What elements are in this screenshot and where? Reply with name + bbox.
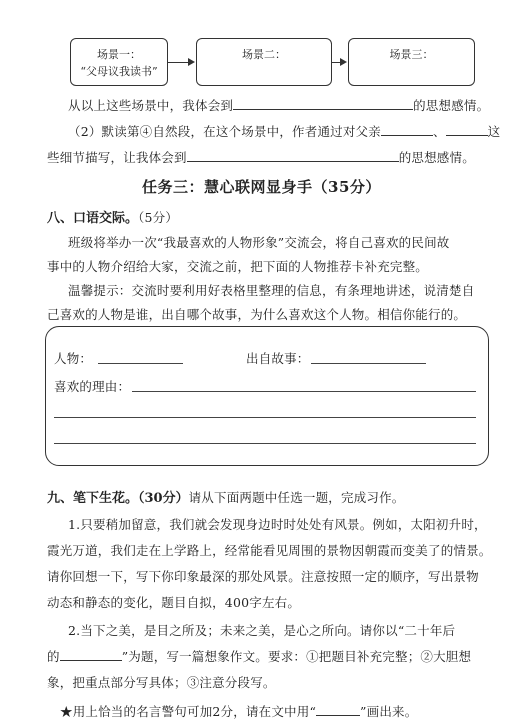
person-input-line[interactable] (98, 363, 183, 364)
scene-box-1 (70, 38, 168, 86)
reason-label: 喜欢的理由： (54, 379, 131, 394)
s9-option1-line4: 动态和静态的变化，题目自拟，400字左右。 (47, 595, 301, 610)
person-label: 人物： (54, 351, 93, 366)
reason-input-line-2[interactable] (54, 417, 476, 418)
scene-summary-suffix: 的思想感情。 (413, 98, 490, 113)
scene-box-2 (196, 38, 332, 86)
q2-text-2: 这 (487, 124, 501, 139)
bonus-blank[interactable] (316, 703, 360, 716)
answer-blank[interactable] (233, 97, 413, 110)
s9-points: （30分） (138, 491, 189, 506)
s9-option2-line3: 象，把重点部分写具体；③注意分段写。 (47, 675, 276, 690)
s9-option1-line1: 1.只要稍加留意，我们就会发现身边时时处处有风景。例如，太阳初升时， (68, 517, 487, 532)
q2-separator: 、 (432, 124, 446, 139)
s8-heading-text: 八、口语交际。 (47, 211, 139, 226)
answer-blank[interactable] (446, 123, 488, 136)
q2-text-1: （2）默读第④自然段，在这个场景中，作者通过对父亲 (68, 124, 381, 139)
bonus-line (60, 702, 417, 720)
s9-option1-line3: 请你回想一下，写下你印象最深的那处风景。注意按照一定的顺序，写出景物 (47, 569, 479, 584)
s8-para2-line1: 温馨提示：交流时要利用好表格里整理的信息，有条理地讲述，说清楚自 (68, 283, 475, 298)
recommendation-card (45, 326, 489, 466)
task3-title: 任务三：慧心联网显身手（35分） (142, 178, 381, 196)
story-label: 出自故事： (246, 351, 310, 366)
scene-1-subtitle: “父母议我读书” (80, 65, 158, 78)
scene-summary-line (68, 96, 489, 114)
s8-para1-line2: 事中的人物介绍给大家，交流之前，把下面的人物推荐卡补充完整。 (47, 259, 429, 274)
s9-option2-line1: 2.当下之美，是目之所及；未来之美，是心之所向。请你以“二十年后 (68, 623, 456, 638)
scene-box-3 (348, 38, 475, 86)
q2-line-1 (68, 122, 500, 140)
title-blank[interactable] (60, 648, 122, 661)
arrow-1 (167, 62, 188, 63)
scene-1-title: 场景一： (97, 48, 141, 61)
q2-line-2 (47, 148, 475, 166)
story-input-line[interactable] (311, 363, 426, 364)
s8-heading (47, 207, 178, 226)
s8-para2-line2: 己喜欢的人物是谁，出自哪个故事，为什么喜欢这个人物。相信你能行的。 (47, 307, 467, 322)
reason-input-line-1[interactable] (132, 391, 476, 392)
q2-text-3: 些细节描写，让我体会到 (47, 150, 187, 165)
bonus-post: ”画出来。 (360, 704, 418, 719)
bonus-pre: ★用上恰当的名言警句可加2分，请在文中用“ (60, 704, 317, 719)
s9-option1-line2: 霞光万道，我们走在上学路上，经常能看见周围的景物因朝霞而变美了的情景。 (47, 543, 492, 558)
s9-heading-text: 九、笔下生花。 (47, 491, 139, 506)
q2-suffix: 的思想感情。 (398, 150, 475, 165)
reason-input-line-3[interactable] (54, 443, 476, 444)
scene-2-title: 场景二： (242, 48, 286, 61)
s8-points: （5分） (138, 210, 179, 225)
answer-blank[interactable] (381, 123, 433, 136)
arrow-1-head-icon (188, 58, 195, 66)
s8-para1-line1: 班级将举办一次“我最喜欢的人物形象”交流会，将自己喜欢的民间故 (68, 235, 450, 250)
scene-summary-prefix: 从以上这些场景中，我体会到 (68, 98, 234, 113)
s9-intro: 请从下面两题中任选一题，完成习作。 (188, 490, 405, 505)
s9-heading (47, 487, 405, 506)
arrow-2-head-icon (340, 58, 347, 66)
s9-option2-pre: 的 (47, 649, 60, 664)
s9-option2-line2 (47, 647, 471, 665)
answer-blank[interactable] (187, 149, 399, 162)
s9-option2-post: ”为题，写一篇想象作文。要求：①把题目补充完整；②大胆想 (121, 649, 472, 664)
scene-3-title: 场景三： (389, 48, 434, 61)
